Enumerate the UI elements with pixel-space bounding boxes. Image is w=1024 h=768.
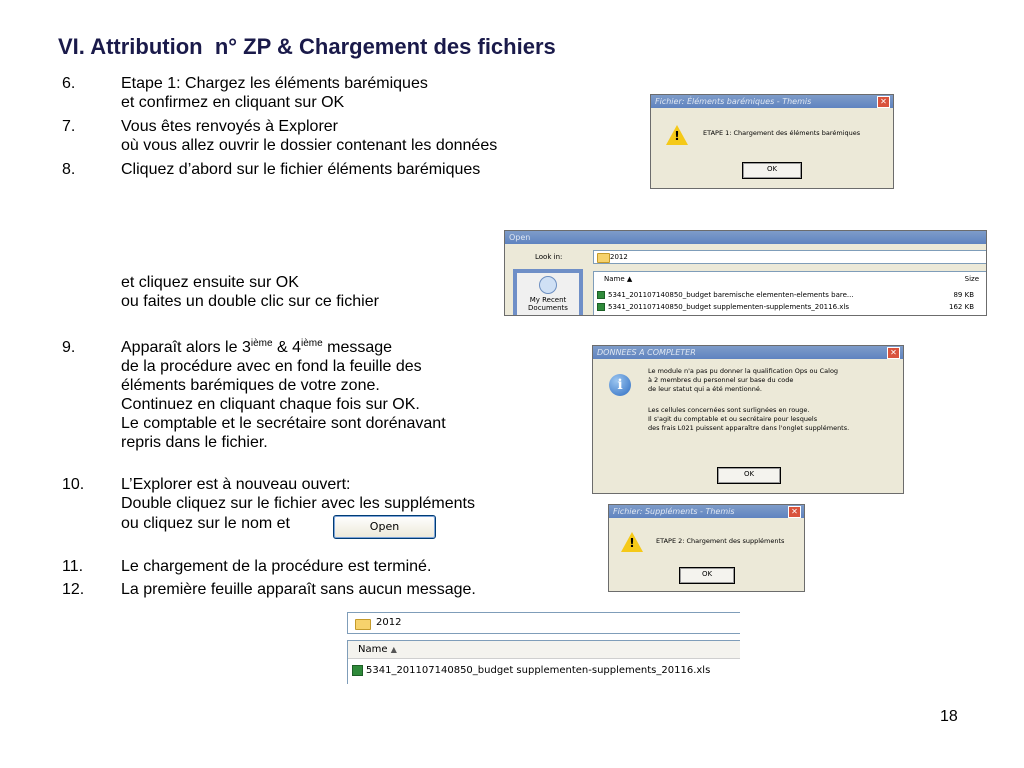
dialog-etape2: [608, 504, 805, 592]
folder-icon: [355, 619, 371, 630]
step-text: Le comptable et le secrétaire sont dorénavant: [121, 415, 446, 432]
file-list: [593, 271, 987, 316]
file-list: [347, 640, 740, 684]
step-number: 12.: [62, 581, 85, 598]
folder-icon: [597, 253, 610, 263]
step-text: repris dans le fichier.: [121, 434, 268, 451]
close-icon[interactable]: ✕: [788, 506, 801, 518]
open-file-dialog: [504, 230, 987, 316]
step-number: 6.: [62, 75, 76, 92]
step-text: et confirmez en cliquant sur OK: [121, 94, 345, 111]
step-text: L’Explorer est à nouveau ouvert:: [121, 476, 351, 493]
step-text: ou faites un double clic sur ce fichier: [121, 293, 379, 310]
info-icon: i: [609, 374, 631, 396]
step-text: Apparaît alors le 3ième & 4ième message: [121, 338, 393, 356]
step-text: La première feuille apparaît sans aucun message.: [121, 581, 476, 598]
step-text: éléments barémiques de votre zone.: [121, 377, 380, 394]
step-text: Continuez en cliquant chaque fois sur OK.: [121, 396, 420, 413]
file-row[interactable]: 5341_201107140850_budget baremische elementen-elements bare... 89 KB: [597, 290, 982, 301]
open-button[interactable]: Open: [333, 515, 436, 539]
step-number: 10.: [62, 476, 85, 493]
close-icon[interactable]: ✕: [877, 96, 890, 108]
recent-documents-icon: [539, 276, 557, 294]
close-icon[interactable]: ✕: [887, 347, 900, 359]
step-text: Vous êtes renvoyés à Explorer: [121, 118, 339, 135]
folder-name: 2012: [376, 617, 402, 628]
dialog-donnees: [592, 345, 904, 494]
look-in-label: Look in:: [535, 253, 563, 261]
step-text: Cliquez d’abord sur le fichier éléments barémiques: [121, 161, 481, 178]
step-number: 11.: [62, 558, 84, 575]
dialog-title: Open: [505, 231, 986, 244]
dialog-message: ETAPE 2: Chargement des suppléments: [656, 537, 785, 545]
folder-name: 2012: [610, 253, 628, 261]
step-text: où vous allez ouvrir le dossier contenant les données: [121, 137, 498, 154]
step-text: ou cliquez sur le nom et: [121, 515, 290, 532]
column-size[interactable]: Size: [964, 275, 979, 283]
dialog-message-line: à 2 membres du personnel sur base du code: [648, 376, 794, 384]
explorer-snippet: [343, 609, 740, 684]
step-number: 9.: [62, 339, 76, 356]
step-text: de la procédure avec en fond la feuille des: [121, 358, 422, 375]
step-text: Double cliquez sur le fichier avec les suppléments: [121, 495, 475, 512]
dialog-etape1: [650, 94, 894, 189]
excel-file-icon: [597, 291, 605, 299]
excel-file-icon: [352, 665, 363, 676]
step-number: 8.: [62, 161, 76, 178]
column-name[interactable]: Name ▲: [604, 275, 633, 283]
place-label: My Recent Documents: [528, 296, 568, 312]
ok-button[interactable]: OK: [742, 162, 802, 179]
excel-file-icon: [597, 303, 605, 311]
dialog-title: Fichier: Suppléments - Themis: [609, 505, 804, 518]
my-recent-documents[interactable]: [517, 273, 579, 316]
step-text: et cliquez ensuite sur OK: [121, 274, 299, 291]
places-bar: [513, 269, 583, 316]
step-text: Le chargement de la procédure est terminé.: [121, 558, 432, 575]
file-size: 162 KB: [949, 303, 974, 311]
ok-button[interactable]: OK: [679, 567, 735, 584]
ok-button[interactable]: OK: [717, 467, 781, 484]
file-row[interactable]: 5341_201107140850_budget supplementen-supplements_20116.xls 162 KB: [597, 302, 982, 313]
dialog-message-line: Les cellules concernées sont surlignées en rouge.: [648, 406, 810, 414]
dialog-message-line: de leur statut qui a été mentionné.: [648, 385, 762, 393]
dialog-message-line: Il s'agit du comptable et ou secrétaire pour lesquels: [648, 415, 818, 423]
step-text: Etape 1: Chargez les éléments barémiques: [121, 75, 428, 92]
dialog-message-line: Le module n'a pas pu donner la qualification Ops ou Calog: [648, 367, 839, 375]
look-in-select[interactable]: [593, 250, 987, 264]
warning-mark: !: [629, 536, 635, 550]
dialog-message: ETAPE 1: Chargement des éléments barémiques: [703, 129, 861, 137]
slide-title: VI. Attribution n° ZP & Chargement des fichiers: [58, 34, 556, 59]
dialog-title: Fichier: Éléments barémiques - Themis: [651, 95, 893, 108]
dialog-title: DONNEES A COMPLETER: [593, 346, 903, 359]
step-number: 7.: [62, 118, 76, 135]
warning-mark: !: [674, 129, 680, 143]
file-row[interactable]: 5341_201107140850_budget supplementen-supplements_20116.xls: [352, 664, 710, 678]
dialog-message-line: des frais L021 puissent apparaître dans l'onglet suppléments.: [648, 424, 850, 432]
page-number: 18: [940, 708, 958, 725]
folder-select[interactable]: [347, 612, 740, 634]
file-size: 89 KB: [953, 291, 974, 299]
column-name[interactable]: Name ▲: [348, 641, 740, 659]
